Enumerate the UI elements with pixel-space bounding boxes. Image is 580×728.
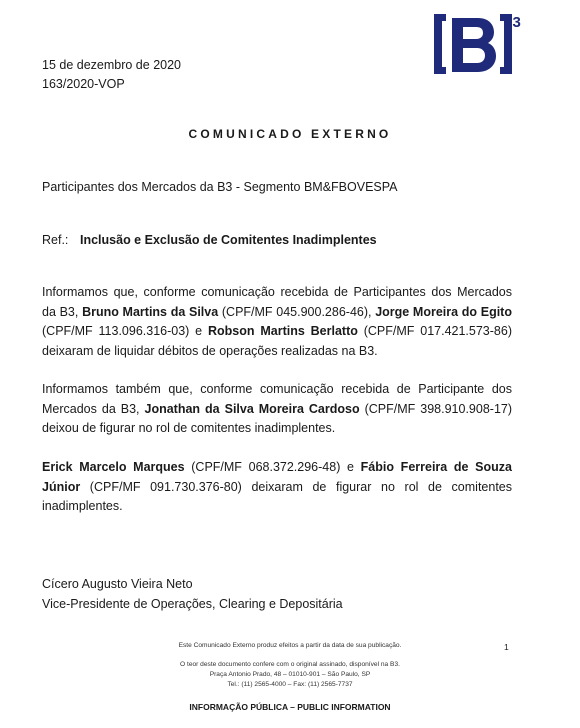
reference-line <box>42 233 522 247</box>
footer-authenticity-note: O teor deste documento confere com o original assinado, disponível na B3. <box>180 661 400 668</box>
document-number: 163/2020-VOP <box>42 77 125 91</box>
reference-subject: Inclusão e Exclusão de Comitentes Inadimplentes <box>80 233 377 247</box>
paragraph-text: (CPF/MF 017.421.573-86) deixaram de liquidar débitos de operações realizadas na B3. <box>42 324 512 358</box>
client-name: Fábio Ferreira de Souza Júnior <box>42 460 512 494</box>
paragraph-text: Informamos que, conforme comunicação recebida de Participantes dos Mercados da B3, <box>42 285 512 319</box>
paragraph-exclusion-2 <box>42 458 512 517</box>
client-name: Erick Marcelo Marques <box>42 460 185 474</box>
paragraph-text: Informamos também que, conforme comunicação recebida de Participante dos Mercados da B3, <box>42 382 512 416</box>
paragraph-exclusion <box>42 380 512 439</box>
paragraph-text: (CPF/MF 045.900.286-46), <box>218 304 376 319</box>
classification-label: INFORMAÇÃO PÚBLICA – PUBLIC INFORMATION <box>189 702 391 712</box>
audience-line: Participantes dos Mercados da B3 - Segmento BM&FBOVESPA <box>42 180 398 194</box>
client-name: Bruno Martins da Silva <box>82 304 219 319</box>
signatory-name: Cícero Augusto Vieira Neto <box>42 577 193 591</box>
paragraph-inclusion <box>42 283 512 361</box>
document-date: 15 de dezembro de 2020 <box>42 58 181 72</box>
paragraph-text: (CPF/MF 113.096.316-03) e <box>42 324 208 338</box>
footer-phone: Tel.: (11) 2565-4000 – Fax: (11) 2565-7737 <box>227 681 353 688</box>
client-name: Robson Martins Berlatto <box>207 324 358 338</box>
paragraph-text: (CPF/MF 068.372.296-48) e <box>184 460 361 474</box>
signatory-role: Vice-Presidente de Operações, Clearing e Depositária <box>42 597 343 611</box>
footer-effect-note: Este Comunicado Externo produz efeitos a partir da data de sua publicação. <box>178 642 402 649</box>
svg-text:3: 3 <box>512 14 521 31</box>
document-title: COMUNICADO EXTERNO <box>188 127 392 141</box>
reference-label: Ref.: <box>42 233 69 247</box>
footer-address: Praça Antonio Prado, 48 – 01010-901 – São Paulo, SP <box>209 671 371 678</box>
page-number: 1 <box>504 642 509 652</box>
paragraph-text: (CPF/MF 398.910.908-17) deixou de figurar no rol de comitentes inadimplentes. <box>42 401 513 435</box>
b3-logo <box>432 10 522 78</box>
client-name: Jonathan da Silva Moreira Cardoso <box>144 401 360 416</box>
paragraph-text: (CPF/MF 091.730.376-80) deixaram de figurar no rol de comitentes inadimplentes. <box>42 479 512 513</box>
client-name: Jorge Moreira do Egito <box>375 304 512 319</box>
